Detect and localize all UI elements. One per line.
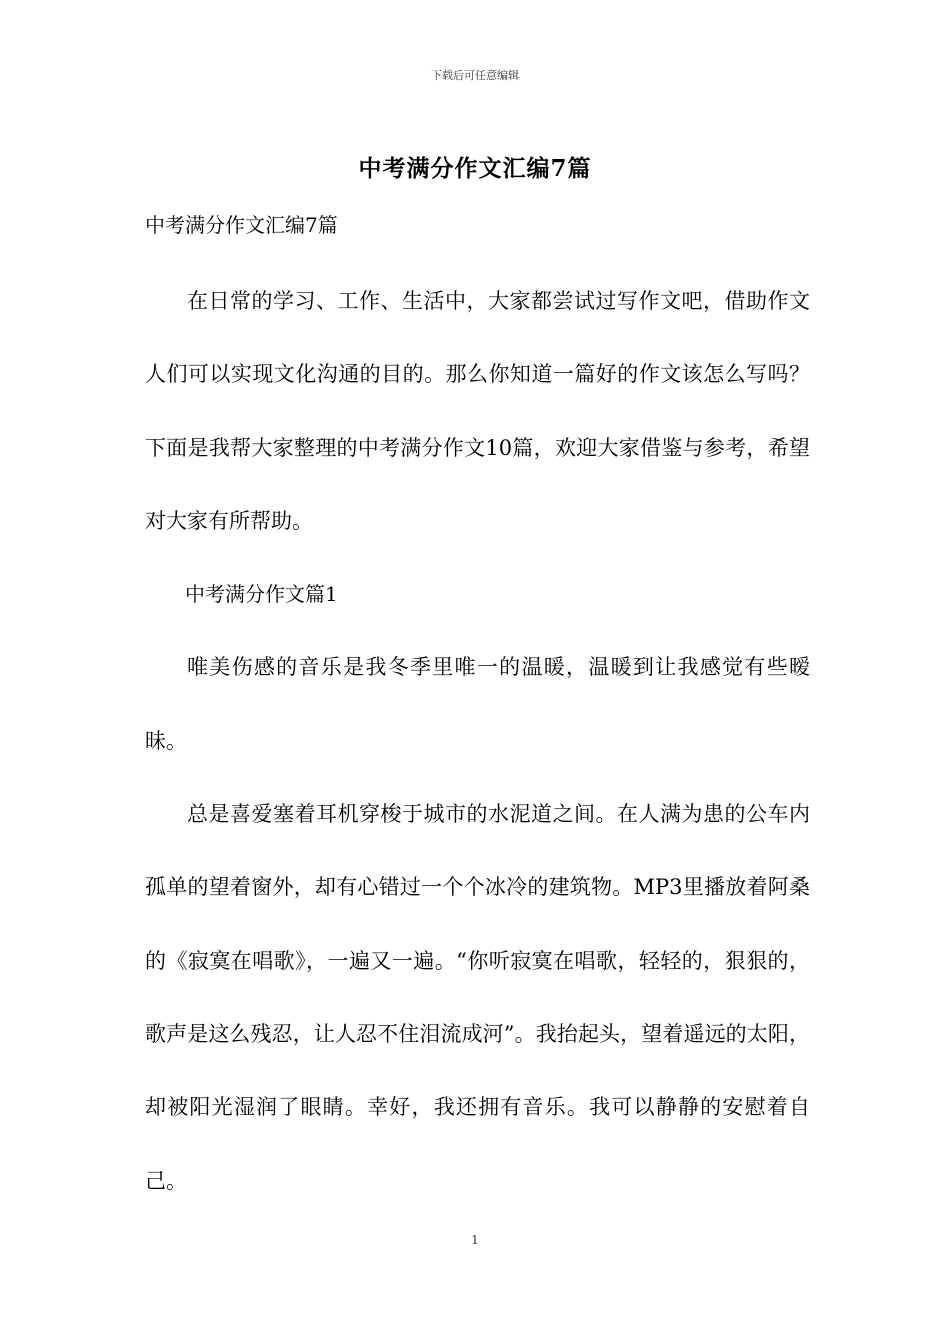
page-number: 1 bbox=[471, 1233, 479, 1247]
document-title: 中考满分作文汇编7篇 bbox=[358, 155, 592, 182]
document-body bbox=[145, 265, 810, 1218]
body-paragraph: 总是喜爱塞着耳机穿梭于城市的水泥道之间。在人满为患的公车内孤单的望着窗外，却有心错过一个个冰冷的建筑物。MP3里播放着阿桑的《寂寞在唱歌》，一遍又一遍。“你听寂寞在唱歌，轻轻的，狠狠的，歌声是这么残忍，让人忍不住泪流成河”。我抬起头，望着遥远的太阳，却被阳光湿润了眼睛。幸好，我还拥有音乐。我可以静静的安慰着自己。 bbox=[145, 802, 810, 1193]
intro-paragraph: 在日常的学习、工作、生活中，大家都尝试过写作文吧，借助作文人们可以实现文化沟通的目的。那么你知道一篇好的作文该怎么写吗？下面是我帮大家整理的中考满分作文10篇，欢迎大家借鉴与参考，希望对大家有所帮助。 bbox=[145, 289, 810, 533]
document-subtitle: 中考满分作文汇编7篇 bbox=[145, 213, 338, 237]
header-note: 下载后可任意编辑 bbox=[431, 69, 519, 82]
section-heading: 中考满分作文篇1 bbox=[185, 582, 338, 607]
body-paragraph: 唯美伤感的音乐是我冬季里唯一的温暖，温暖到让我感觉有些暧昧。 bbox=[145, 655, 810, 753]
